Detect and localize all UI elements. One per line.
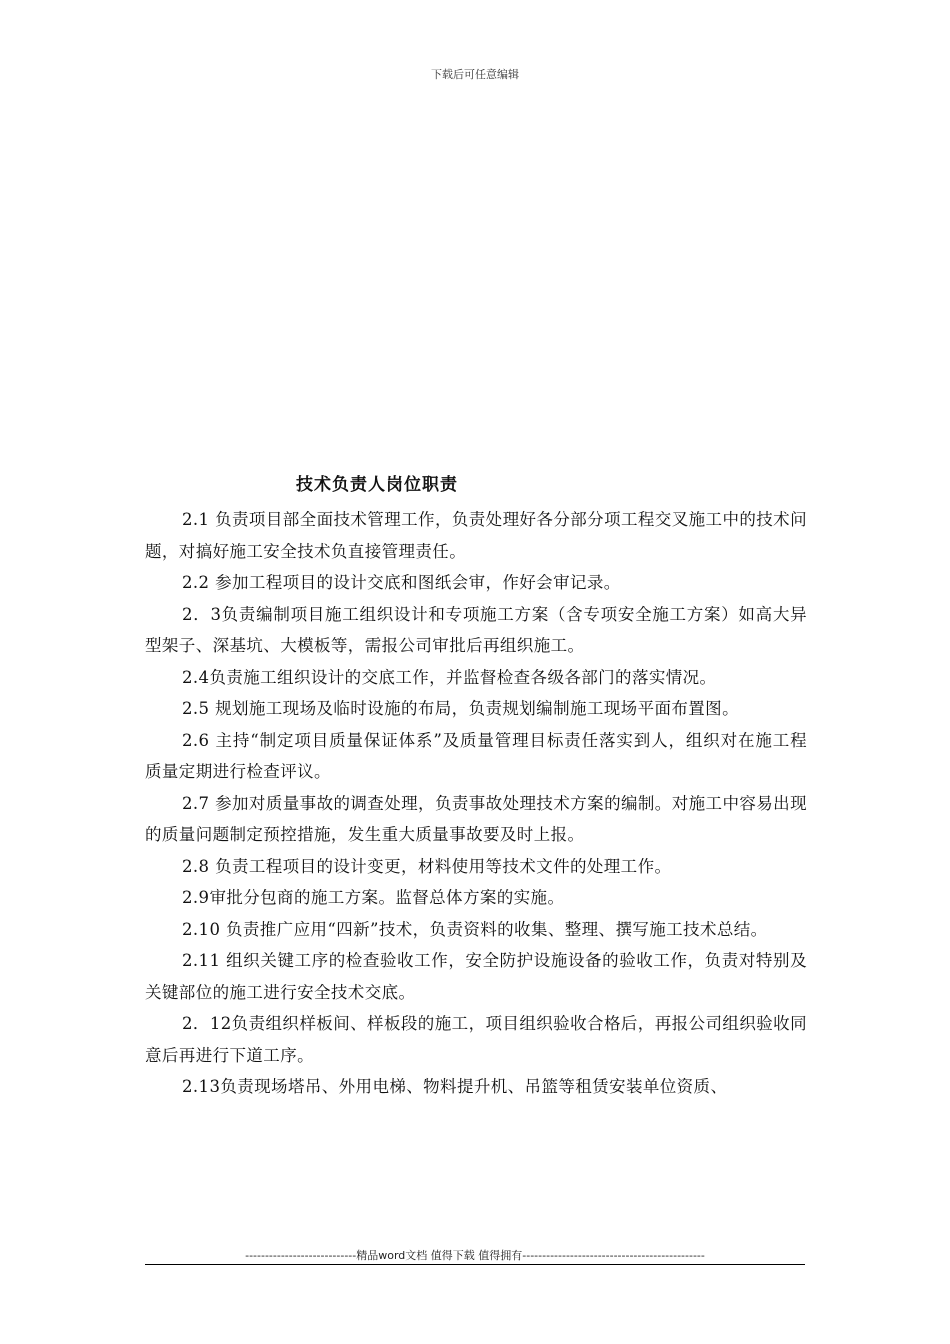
page-header-text: 下载后可任意编辑 [431, 68, 519, 81]
page-footer-text: ----------------------------精品word文档 值得下载 值得拥有---------------------------------------------- [245, 1249, 705, 1262]
paragraph-2-9: 2.9审批分包商的施工方案。监督总体方案的实施。 [182, 888, 565, 907]
document-body [145, 504, 807, 1103]
paragraph-2-6: 2.6 主持“制定项目质量保证体系”及质量管理目标责任落实到人，组织对在施工程质量定期进行检查评议。 [145, 730, 807, 781]
paragraph-2-12: 2．12负责组织样板间、样板段的施工，项目组织验收合格后，再报公司组织验收同意后再进行下道工序。 [145, 1014, 807, 1065]
paragraph-2-2: 2.2 参加工程项目的设计交底和图纸会审，作好会审记录。 [182, 573, 621, 592]
paragraph-2-7: 2.7 参加对质量事故的调查处理，负责事故处理技术方案的编制。对施工中容易出现的质量问题制定预控措施，发生重大质量事故要及时上报。 [145, 793, 807, 844]
paragraph-2-10: 2.10 负责推广应用“四新”技术，负责资料的收集、整理、撰写施工技术总结。 [182, 919, 768, 939]
document-title: 技术负责人岗位职责 [296, 475, 458, 495]
paragraph-2-8: 2.8 负责工程项目的设计变更，材料使用等技术文件的处理工作。 [182, 856, 672, 876]
footer-divider [145, 1264, 805, 1265]
paragraph-2-4: 2.4负责施工组织设计的交底工作，并监督检查各级各部门的落实情况。 [182, 667, 717, 687]
paragraph-2-13: 2.13负责现场塔吊、外用电梯、物料提升机、吊篮等租赁安装单位资质、 [182, 1077, 728, 1096]
paragraph-2-1: 2.1 负责项目部全面技术管理工作，负责处理好各分部分项工程交叉施工中的技术问题，对搞好施工安全技术负直接管理责任。 [145, 510, 807, 561]
paragraph-2-3: 2．3负责编制项目施工组织设计和专项施工方案（含专项安全施工方案）如高大异型架子、深基坑、大模板等，需报公司审批后再组织施工。 [145, 604, 807, 655]
paragraph-2-11: 2.11 组织关键工序的检查验收工作，安全防护设施设备的验收工作，负责对特别及关键部位的施工进行安全技术交底。 [145, 951, 807, 1002]
paragraph-2-5: 2.5 规划施工现场及临时设施的布局，负责规划编制施工现场平面布置图。 [182, 699, 739, 718]
